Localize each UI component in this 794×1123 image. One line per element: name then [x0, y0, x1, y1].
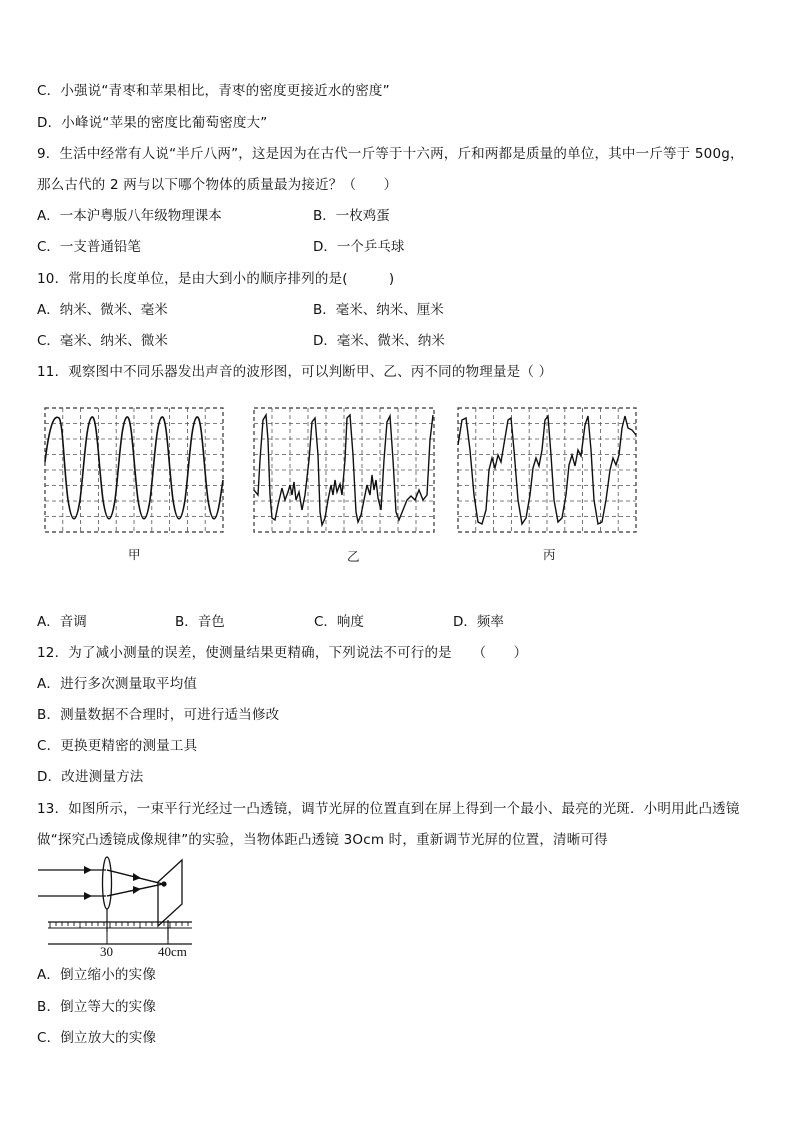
q9-option-b: B．一枚鸡蛋 [313, 208, 390, 224]
waveform-label-jia: 甲 [128, 547, 141, 562]
light-screen [158, 860, 182, 926]
waveform-label-yi: 乙 [347, 549, 360, 564]
q9-stem-line1: 9．生活中经常有人说“半斤八两”，这是因为在古代一斤等于十六两，斤和两都是质量的单位，其中一斤等于 500g， [37, 146, 744, 162]
q9-stem-line2: 那么古代的 2 两与以下哪个物体的质量最为接近？（ ） [37, 177, 398, 193]
q8-option-d: D．小峰说“苹果的密度比葡萄密度大” [37, 115, 268, 131]
q10-option-a: A．纳米、微米、毫米 [37, 302, 168, 318]
q12-stem: 12．为了减小测量的误差，使测量结果更精确，下列说法不可行的是 （ ） [37, 645, 528, 661]
q10-option-d: D．毫米、微米、纳米 [313, 333, 445, 349]
q13-stem-line1: 13．如图所示，一束平行光经过一凸透镜，调节光屏的位置直到在屏上得到一个最小、最亮的光斑．小明用此凸透镜 [37, 801, 740, 817]
oscilloscope-bing [458, 408, 636, 532]
q13-option-a: A．倒立缩小的实像 [37, 967, 157, 983]
q13-lens-diagram [30, 852, 205, 960]
q12-option-d: D．改进测量方法 [37, 769, 144, 785]
q12-option-a: A．进行多次测量取平均值 [37, 676, 198, 692]
q9-option-c: C．一支普通铅笔 [37, 239, 141, 255]
q10-option-b: B．毫米、纳米、厘米 [313, 302, 444, 318]
ruler-mark-40: 40cm [158, 944, 187, 959]
waveform-label-bing: 丙 [543, 547, 556, 562]
ruler-mark-30: 30 [100, 944, 113, 959]
oscilloscope-yi [254, 408, 434, 532]
q13-option-c: C．倒立放大的实像 [37, 1030, 157, 1046]
q8-option-c: C．小强说“青枣和苹果相比，青枣的密度更接近水的密度” [37, 83, 390, 99]
arrow-icon [84, 892, 92, 900]
convex-lens [103, 857, 112, 909]
q11-option-b: B．音色 [175, 614, 225, 630]
q11-stem: 11．观察图中不同乐器发出声音的波形图，可以判断甲、乙、丙不同的物理量是（ ） [37, 364, 553, 380]
arrow-icon [84, 866, 92, 874]
q11-option-c: C．响度 [314, 614, 364, 630]
q11-option-d: D．频率 [453, 614, 504, 630]
q11-waveform-figure [0, 400, 794, 575]
ruler [48, 922, 192, 944]
q9-option-d: D．一个乒乓球 [313, 239, 405, 255]
q10-option-c: C．毫米、纳米、微米 [37, 333, 168, 349]
oscilloscope-jia [45, 408, 223, 532]
q12-option-c: C．更换更精密的测量工具 [37, 738, 198, 754]
q10-stem: 10．常用的长度单位，是由大到小的顺序排列的是( ) [37, 271, 395, 287]
q11-option-a: A．音调 [37, 614, 87, 630]
q12-option-b: B．测量数据不合理时，可进行适当修改 [37, 707, 280, 723]
q13-option-b: B．倒立等大的实像 [37, 999, 157, 1015]
q13-stem-line2: 做“探究凸透镜成像规律”的实验，当物体距凸透镜 3Ocm 时，重新调节光屏的位置，清晰可得 [37, 832, 608, 848]
q9-option-a: A．一本沪粤版八年级物理课本 [37, 208, 222, 224]
